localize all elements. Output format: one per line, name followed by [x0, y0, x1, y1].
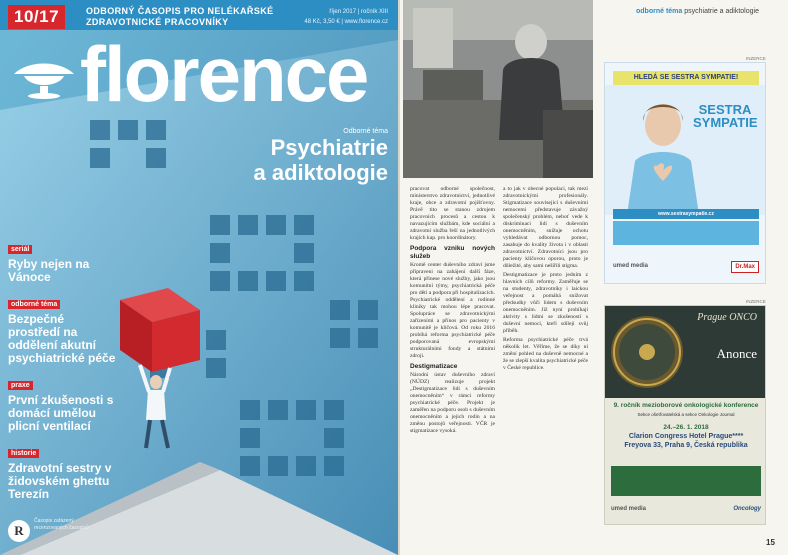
cover-story — [8, 442, 118, 501]
ad-dates-banner — [613, 221, 759, 245]
advertisement-sestra-sympatie[interactable] — [604, 62, 766, 284]
ad-label: INZERCE — [746, 299, 766, 304]
cover-story — [8, 374, 118, 433]
lamp-logo-icon — [10, 52, 78, 100]
running-head-topic: psychiatrie a adiktologie — [684, 8, 759, 15]
story-tag: historie — [8, 449, 39, 458]
ad-url-link[interactable]: www.sestrasympatie.cz — [613, 209, 759, 219]
ad-title: Anonce — [716, 346, 757, 361]
sponsor-logo: umed media — [611, 506, 647, 512]
masthead: florence — [80, 30, 368, 118]
cover-story — [8, 238, 118, 284]
paragraph: Reforma psychiatrické péče trvá několik let. Věříme, že se díky ní změní pohled na duševně nemocné a že se zlepší kvalita psychiatrické péče v České republice. — [503, 337, 588, 371]
ad-brand — [693, 103, 757, 129]
review-seal-icon: R — [8, 520, 30, 542]
ad-info-bar — [611, 466, 761, 496]
event-date: 24.–26. 1. 2018 — [663, 424, 709, 431]
ad-sponsors — [613, 259, 759, 279]
story-title: Zdravotní sestry v židovském ghettu Terezín — [8, 461, 112, 501]
ad-event-info — [611, 402, 761, 450]
story-tag: seriál — [8, 245, 32, 254]
running-head — [636, 8, 759, 15]
article-page — [398, 0, 788, 555]
subheading: Destigmatizace — [410, 363, 458, 370]
cover-theme — [238, 128, 388, 185]
cover-meta-date: říjen 2017 | ročník XIII — [329, 9, 388, 15]
cover-story — [8, 293, 118, 365]
paragraph: Národní ústav duševního zdraví (NÚDZ) realizuje projekt „Destigmatizace lidí s duševním onemocněním“ v rámci reformy psychiatrické péče. Projekt je zaměřen na podporu osob s duševním onemocněním a jejich rodin a na změnu postojů veřejnosti. VČR je stigmatizace vysoká. — [410, 372, 495, 434]
story-title: První zkušenosti s domácí umělou plicní ventilací — [8, 393, 114, 433]
ad-headline: HLEDÁ SE SESTRA SYMPATIE! — [613, 71, 759, 85]
paragraph: Destigmatizace je proto jedním z hlavních cílů reformy. Zaměřuje se na studenty, zdravotníky i laickou veřejnost a pomáhá snižovat předsudky vůči lidem s duševním onemocněním. Již nyní probíhají aktivity s lidmi se zkušeností s duševní nemocí, kteří sdílejí svůj příběh. — [503, 272, 588, 334]
event-sub: Sekce ošetřovatelská a sekce Onkologie Journal — [637, 412, 735, 417]
event-venue: Clarion Congress Hotel Prague**** — [628, 433, 744, 440]
ad-brand-line1: SESTRA — [698, 102, 752, 117]
event-name: 9. ročník mezioborové onkologické konference — [613, 402, 759, 409]
article-photo — [403, 0, 593, 178]
story-title: Bezpečné prostředí na oddělení akutní psychiatrické péče — [8, 312, 116, 365]
sponsor-logo: Oncology — [733, 506, 761, 512]
advertisement-prague-onco[interactable] — [604, 305, 766, 525]
issue-badge: 10/17 — [8, 5, 65, 29]
footer-text: Časopis zařazený recenzovaných časopisů — [34, 518, 89, 531]
ad-brand-line2: SYMPATIE — [693, 115, 758, 130]
story-tag: odborné téma — [8, 300, 60, 309]
event-address: Freyova 33, Praha 9, Česká republika — [624, 442, 748, 449]
ad-sponsors — [611, 500, 761, 520]
ad-label: INZERCE — [746, 56, 766, 61]
theme-title-line1: Psychiatrie — [270, 135, 388, 160]
paragraph: Kromě center duševního zdraví jsme připraveni na zahájení další fáze, která přinese nové služby, jako jsou komunitní týmy, psychiatrická péče pro děti a podpora při hospitalizacích. Psychiatrické oddělení a rodinné kliniky tak mohou lépe pracovat. Spolupráce se zdravotnickými zařízeními a přínos pro pacienty v komunitě je klíčová. Od roku 2016 probíhá reforma psychiatrické péče podporovaná evropskými strukturálními fondy a státními zdroji. — [410, 262, 495, 359]
paragraph: pracovat odborné společnost, ministerstvo zdravotnictví, jednotlivé kraje, obce a zdravotní pojišťovny. Právě tito se stanou zdrojem pracovních procesů a cestou k navazujícím službám, kde sociální a zdravotní služba řeší na jednotlivých krajích kap. pro koordinátory. — [410, 186, 495, 241]
story-title: Ryby nejen na Vánoce — [8, 257, 90, 284]
article-column — [410, 186, 495, 544]
ad-logo: Prague ONCO — [697, 312, 757, 323]
cover-meta-price: 48 Kč, 3,50 € | www.florence.cz — [304, 19, 388, 25]
story-tag: praxe — [8, 381, 33, 390]
cover-story-list — [8, 238, 118, 510]
sponsor-logo: Dr.Max — [731, 261, 759, 273]
paragraph: a to jak v obecné populaci, tak mezi zdravotnickými profesionály. Stigmatizace související s duševními nemocemi představuje závažný společenský problém, neboť vede k diskriminaci lidí s duševním onemocněním, snižuje ochotu vyhledávat odbornou pomoc, zasahuje do kvality života i v oblasti zdravotnictví. Zdravotníci jsou pro pacienty klíčovou oporou, proto je důležité, aby sami nešířili stigma. — [503, 186, 588, 269]
theme-label: Odborné téma — [343, 128, 388, 135]
running-head-section: odborné téma — [636, 8, 683, 15]
page-number: 15 — [766, 538, 775, 547]
subheading: Podpora vzniku nových služeb — [410, 245, 495, 260]
article-column — [503, 186, 588, 544]
cover-tagline: ODBORNÝ ČASOPIS PRO NELÉKAŘSKÉ ZDRAVOTNICKÉ PRACOVNÍKY — [86, 6, 274, 27]
sponsor-logo: umed media — [613, 263, 649, 269]
theme-title-line2: a adiktologie — [253, 160, 388, 185]
cover-meta — [278, 7, 388, 27]
article-body — [410, 186, 588, 544]
